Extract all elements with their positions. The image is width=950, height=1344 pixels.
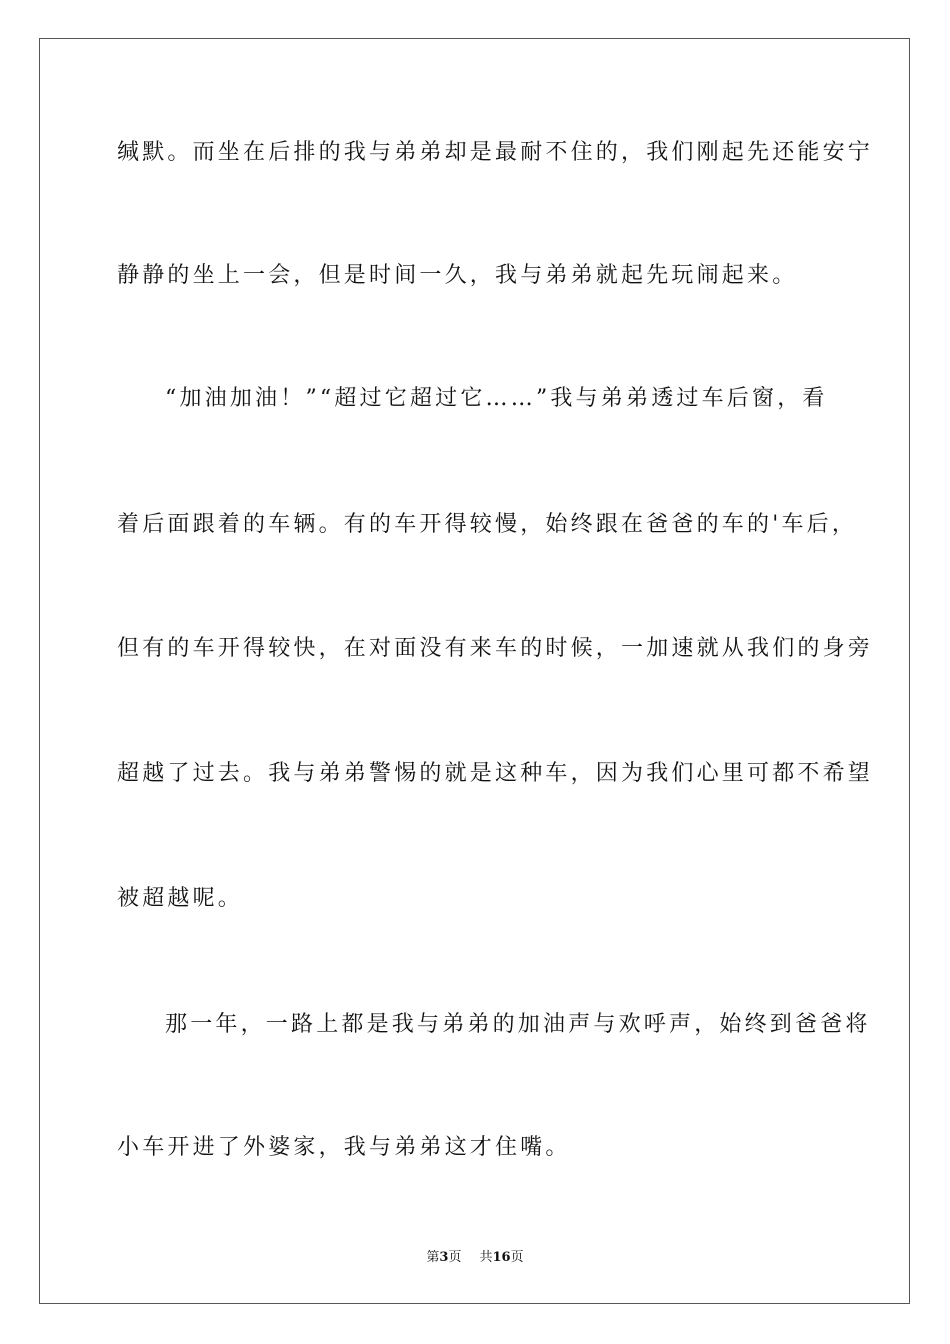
text-line-4: 着后面跟着的车辆。有的车开得较慢，始终跟在爸爸的车的'车后， [117,512,858,537]
footer-page-suffix: 页 [448,1250,462,1265]
footer-total-pages: 16 [492,1250,511,1265]
text-line-6: 超越了过去。我与弟弟警惕的就是这种车，因为我们心里可都不希望 [117,761,874,786]
footer-page-number: 3 [439,1250,449,1265]
text-line-9: 小车开进了外婆家，我与弟弟这才住嘴。 [117,1135,571,1160]
footer-total-suffix: 页 [510,1250,524,1265]
text-line-2: 静静的坐上一会，但是时间一久，我与弟弟就起先玩闹起来。 [117,263,798,288]
text-line-1: 缄默。而坐在后排的我与弟弟却是最耐不住的，我们刚起先还能安宁 [117,140,874,165]
page-footer [0,1246,950,1265]
page-border [39,38,910,1304]
footer-page-prefix: 第 [426,1250,440,1265]
text-line-7: 被超越呢。 [117,886,244,911]
footer-total-prefix: 共 [479,1250,493,1265]
text-line-8: 那一年，一路上都是我与弟弟的加油声与欢呼声，始终到爸爸将 [165,1012,871,1037]
text-line-5: 但有的车开得较快，在对面没有来车的时候，一加速就从我们的身旁 [117,636,874,661]
text-line-3: “加油加油！”“超过它超过它……”我与弟弟透过车后窗，看 [165,386,828,411]
